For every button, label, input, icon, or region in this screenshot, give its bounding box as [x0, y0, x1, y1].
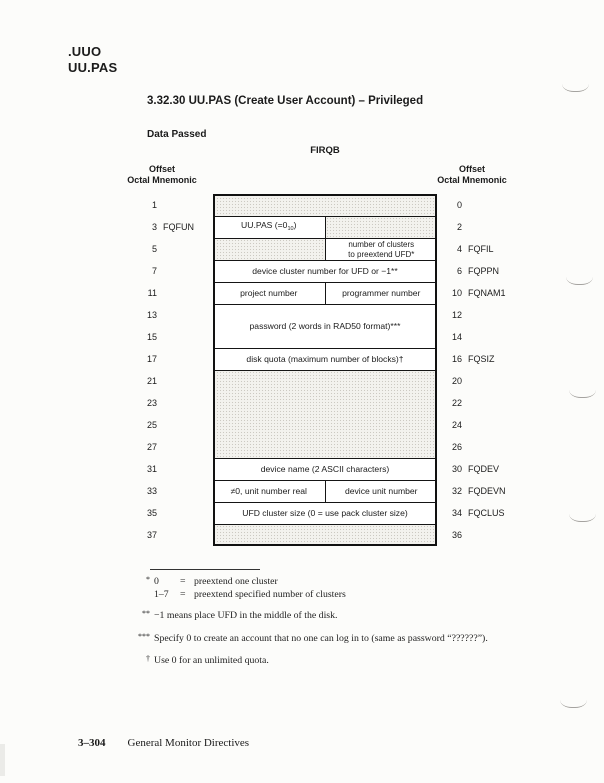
octal-offset: 32	[451, 486, 462, 496]
offset-labels-left	[118, 238, 213, 260]
footnote-3-marker: ***	[138, 632, 150, 641]
offset-label	[437, 524, 518, 546]
running-head-line1: .UUO	[68, 44, 102, 59]
offset-labels-right	[437, 216, 518, 238]
field-label: programmer number	[342, 287, 421, 298]
column-header-right-line1: Offset	[458, 164, 485, 174]
offset-label	[118, 282, 213, 304]
offset-label	[437, 238, 518, 260]
table-row	[118, 260, 518, 282]
offset-label	[437, 304, 518, 326]
offset-label	[437, 436, 518, 458]
mnemonic: FQDEVN	[468, 486, 506, 496]
footnote-3	[128, 633, 488, 644]
offset-label	[118, 392, 213, 414]
subscript: 10	[287, 225, 294, 232]
reserved-cell	[213, 371, 437, 458]
table-row	[118, 370, 518, 458]
octal-offset: 16	[451, 354, 462, 364]
footnote-2	[128, 610, 337, 621]
field-label: ≠0, unit number real	[230, 485, 307, 496]
offset-label	[118, 502, 213, 524]
octal-offset: 13	[146, 310, 157, 320]
offset-label	[437, 216, 518, 238]
table-row	[118, 282, 518, 304]
offset-label	[118, 238, 213, 260]
mnemonic: FQSIZ	[468, 354, 495, 364]
octal-offset: 33	[146, 486, 157, 496]
reserved-cell	[213, 239, 325, 260]
field-label: disk quota (maximum number of blocks)†	[246, 353, 404, 364]
reserved-cell	[213, 194, 437, 216]
table-row	[118, 348, 518, 370]
octal-offset: 21	[146, 376, 157, 386]
octal-offset: 27	[146, 442, 157, 452]
mnemonic: FQNAM1	[468, 288, 506, 298]
offset-label	[118, 414, 213, 436]
octal-offset: 30	[451, 464, 462, 474]
mnemonic: FQFUN	[163, 222, 194, 232]
octal-offset: 22	[451, 398, 462, 408]
field-cell	[213, 459, 437, 480]
octal-offset: 4	[456, 244, 462, 254]
octal-offset: 36	[451, 530, 462, 540]
octal-offset: 3	[151, 222, 157, 232]
footnote-2-text: −1 means place UFD in the middle of the disk.	[154, 610, 338, 621]
firqb-row-cells	[213, 480, 437, 502]
field-cell	[213, 283, 325, 304]
offset-labels-right	[437, 282, 518, 304]
field-cell	[213, 217, 325, 238]
footnote-1-eq-1: =	[180, 576, 186, 587]
offset-label	[437, 392, 518, 414]
offset-label	[437, 260, 518, 282]
column-header-right-line2: Octal Mnemonic	[437, 175, 507, 185]
mnemonic: FQDEV	[468, 464, 500, 474]
offset-labels-right	[437, 260, 518, 282]
field-label: project number	[240, 287, 298, 298]
page-footer	[78, 737, 249, 749]
page-edge-mark	[562, 84, 589, 92]
firqb-row-cells	[213, 216, 437, 238]
footnote-1	[128, 576, 346, 601]
footnote-1-key-2: 1–7	[154, 588, 169, 600]
offset-label	[118, 348, 213, 370]
firqb-row-cells	[213, 260, 437, 282]
scan-artifact	[0, 744, 5, 776]
offset-labels-left	[118, 524, 213, 546]
octal-offset: 11	[147, 288, 157, 298]
firqb-row-cells	[213, 282, 437, 304]
table-row	[118, 524, 518, 546]
field-label: number of clusters	[348, 240, 415, 250]
octal-offset: 10	[451, 288, 462, 298]
field-cell	[325, 481, 438, 502]
table-row	[118, 458, 518, 480]
offset-labels-right	[437, 238, 518, 260]
data-passed-label: Data Passed	[147, 129, 207, 140]
page-edge-mark	[566, 277, 593, 285]
octal-offset: 2	[456, 222, 462, 232]
field-label: device cluster number for UFD or −1**	[252, 265, 398, 276]
offset-labels-left	[118, 502, 213, 524]
column-header-left-line2: Octal Mnemonic	[127, 175, 197, 185]
running-head	[68, 44, 117, 75]
field-label: device unit number	[344, 485, 418, 496]
footer-text: General Monitor Directives	[127, 737, 250, 749]
reserved-cell	[213, 525, 437, 546]
firqb-row-cells	[213, 370, 437, 458]
firqb-row-cells	[213, 458, 437, 480]
footnote-1-marker: *	[146, 575, 150, 584]
octal-offset: 25	[146, 420, 157, 430]
field-label: UFD cluster size (0 = use pack cluster size)	[242, 507, 408, 518]
offset-label	[118, 436, 213, 458]
offset-labels-left	[118, 348, 213, 370]
offset-label	[118, 370, 213, 392]
octal-offset: 5	[151, 244, 157, 254]
mnemonic: FQPPN	[468, 266, 500, 276]
octal-offset: 15	[146, 332, 157, 342]
footnote-1-text-2: preextend specified number of clusters	[194, 588, 346, 600]
offset-label	[118, 458, 213, 480]
octal-offset: 7	[151, 266, 157, 276]
offset-labels-left	[118, 282, 213, 304]
offset-label	[118, 480, 213, 502]
column-header-left-line1: Offset	[148, 164, 175, 174]
firqb-row-cells	[213, 194, 437, 216]
offset-label	[437, 414, 518, 436]
offset-label	[437, 370, 518, 392]
field-label: device name (2 ASCII characters)	[260, 463, 390, 474]
octal-offset: 24	[451, 420, 462, 430]
firqb-table	[118, 194, 518, 546]
page-number: 3–304	[78, 737, 106, 749]
octal-offset: 6	[456, 266, 462, 276]
octal-offset: 34	[451, 508, 462, 518]
firqb-row-cells	[213, 348, 437, 370]
footnote-1-eq-2: =	[180, 588, 186, 600]
offset-label	[437, 502, 518, 524]
table-row	[118, 502, 518, 524]
offset-labels-right	[437, 304, 518, 348]
offset-label	[118, 326, 213, 348]
field-cell	[213, 503, 437, 524]
offset-labels-left	[118, 458, 213, 480]
offset-labels-left	[118, 216, 213, 238]
mnemonic: FQCLUS	[468, 508, 505, 518]
column-header-right	[430, 164, 514, 186]
section-title: 3.32.30 UU.PAS (Create User Account) – Privileged	[147, 95, 424, 107]
offset-label	[118, 216, 213, 238]
offset-labels-left	[118, 194, 213, 216]
offset-labels-left	[118, 260, 213, 282]
octal-offset: 35	[146, 508, 157, 518]
offset-label	[118, 194, 213, 216]
footnote-1-table	[154, 576, 346, 601]
octal-offset: 12	[451, 310, 462, 320]
page-edge-mark	[560, 700, 587, 708]
offset-label	[437, 194, 518, 216]
table-row	[118, 238, 518, 260]
octal-offset: 17	[146, 354, 157, 364]
octal-offset: 1	[151, 200, 157, 210]
table-row	[118, 216, 518, 238]
field-label-line2: to preextend UFD*	[348, 249, 415, 259]
footnote-2-marker: **	[142, 609, 150, 618]
octal-offset: 0	[456, 200, 462, 210]
firqb-row-cells	[213, 502, 437, 524]
offset-label	[118, 304, 213, 326]
table-row	[118, 194, 518, 216]
octal-offset: 37	[146, 530, 157, 540]
footnote-separator	[150, 569, 260, 570]
firqb-table-rows	[118, 194, 518, 546]
offset-labels-right	[437, 194, 518, 216]
offset-label	[437, 480, 518, 502]
footnote-1-text-1: preextend one cluster	[194, 576, 278, 587]
offset-label	[437, 326, 518, 348]
field-cell	[213, 305, 437, 348]
diagram-title: FIRQB	[310, 145, 340, 156]
field-cell	[325, 239, 438, 260]
table-row	[118, 304, 518, 348]
octal-offset: 31	[146, 464, 157, 474]
field-cell	[213, 261, 437, 282]
mnemonic: FQFIL	[468, 244, 494, 254]
octal-offset: 14	[451, 332, 462, 342]
firqb-row-cells	[213, 304, 437, 348]
firqb-row-cells	[213, 524, 437, 546]
offset-label	[118, 524, 213, 546]
offset-labels-left	[118, 370, 213, 458]
offset-labels-left	[118, 480, 213, 502]
footnote-1-key-1: 0	[154, 576, 159, 587]
octal-offset: 26	[451, 442, 462, 452]
footnote-3-text: Specify 0 to create an account that no one can log in to (same as password “??????”).	[154, 633, 488, 644]
offset-labels-right	[437, 502, 518, 524]
reserved-cell	[325, 217, 438, 238]
page-edge-mark	[569, 390, 596, 398]
offset-labels-left	[118, 304, 213, 348]
offset-label	[118, 260, 213, 282]
octal-offset: 20	[451, 376, 462, 386]
offset-labels-right	[437, 524, 518, 546]
offset-label	[437, 458, 518, 480]
field-cell	[213, 349, 437, 370]
field-cell	[325, 283, 438, 304]
field-cell	[213, 481, 325, 502]
offset-labels-right	[437, 458, 518, 480]
footnote-4-marker: †	[146, 654, 150, 663]
offset-label	[437, 348, 518, 370]
offset-label	[437, 282, 518, 304]
running-head-line2: UU.PAS	[68, 59, 118, 75]
footnote-4	[128, 655, 269, 666]
field-label-tail: )	[293, 219, 297, 230]
offset-labels-right	[437, 480, 518, 502]
table-row	[118, 480, 518, 502]
offset-labels-right	[437, 370, 518, 458]
octal-offset: 23	[146, 398, 157, 408]
column-header-left	[122, 164, 202, 186]
page-edge-mark	[569, 514, 596, 522]
offset-labels-right	[437, 348, 518, 370]
footnote-4-text: Use 0 for an unlimited quota.	[154, 655, 269, 666]
field-label: UU.PAS $(=0_{10})$	[241, 219, 297, 232]
firqb-row-cells	[213, 238, 437, 260]
field-label: password (2 words in RAD50 format)***	[249, 320, 401, 331]
